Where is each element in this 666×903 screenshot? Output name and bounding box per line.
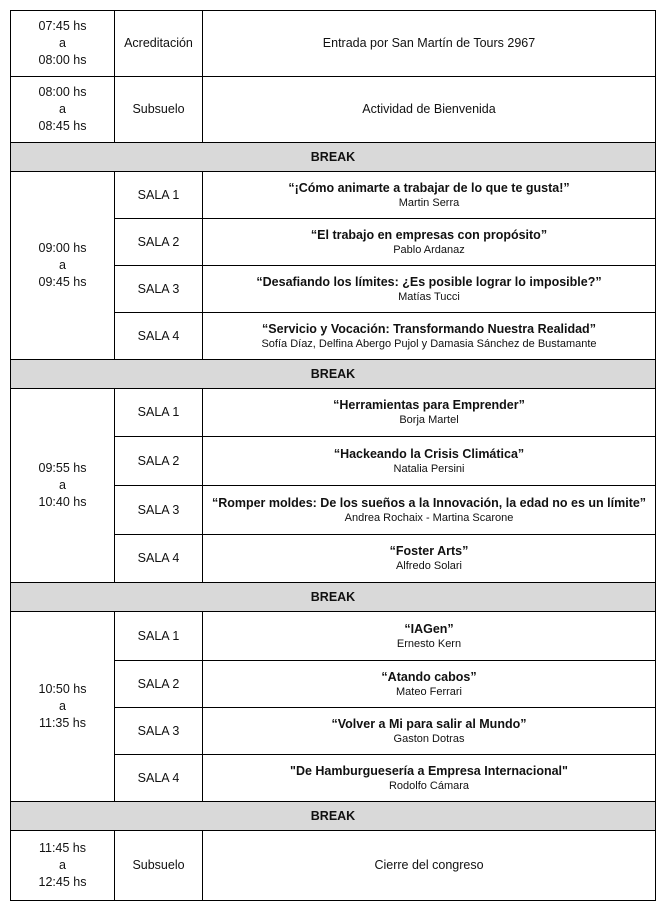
session-row [11, 389, 656, 437]
room-cell: SALA 1 [115, 612, 203, 661]
room-cell: SALA 2 [115, 437, 203, 486]
time-separator: a [59, 102, 66, 116]
talk-speaker: Andrea Rochaix - Martina Scarone [344, 511, 514, 524]
talk-title: “Desafiando los límites: ¿Es posible lograr lo imposible?” [256, 274, 602, 289]
talk-cell [203, 486, 656, 535]
talk-title: “Herramientas para Emprender” [333, 398, 525, 412]
break-row: BREAK [11, 360, 656, 389]
talk-speaker: Natalia Persini [393, 462, 465, 475]
session-row [11, 172, 656, 219]
talk-speaker: Borja Martel [399, 414, 459, 426]
schedule-row-accreditation [11, 11, 656, 77]
talk-cell [203, 437, 656, 486]
room-cell: SALA 3 [115, 486, 203, 535]
talk-cell [203, 661, 656, 708]
talk-title: “Foster Arts” [389, 544, 469, 558]
talk-cell [203, 535, 656, 583]
talk-speaker: Alfredo Solari [395, 560, 463, 572]
room-cell: SALA 4 [115, 313, 203, 360]
time-start: 10:50 hs [38, 682, 87, 696]
talk-title: “Volver a Mi para salir al Mundo” [331, 716, 527, 731]
time-start: 09:00 hs [38, 241, 87, 255]
time-end: 10:40 hs [38, 495, 87, 509]
session-row [11, 612, 656, 661]
activity-cell: Actividad de Bienvenida [203, 77, 656, 143]
talk-speaker: Martin Serra [398, 196, 460, 209]
activity-cell: Entrada por San Martín de Tours 2967 [203, 11, 656, 77]
room-cell: SALA 4 [115, 535, 203, 583]
schedule-row-closing [11, 831, 656, 901]
schedule-table [10, 10, 656, 901]
time-cell [11, 389, 115, 583]
talk-speaker: Sofía Díaz, Delfina Abergo Pujol y Damasia Sánchez de Bustamante [261, 337, 597, 350]
talk-cell [203, 755, 656, 802]
break-row: BREAK [11, 802, 656, 831]
talk-title: “IAGen” [404, 621, 454, 636]
talk-cell [203, 172, 656, 219]
time-end: 09:45 hs [38, 275, 87, 289]
time-cell [11, 831, 115, 901]
talk-cell [203, 266, 656, 313]
time-start: 08:00 hs [38, 85, 87, 99]
talk-speaker: Rodolfo Cámara [388, 779, 470, 792]
time-separator: a [59, 478, 66, 492]
time-cell [11, 11, 115, 77]
talk-title: “¡Cómo animarte a trabajar de lo que te gusta!” [288, 180, 570, 195]
room-cell: SALA 1 [115, 389, 203, 437]
time-cell [11, 172, 115, 360]
room-cell: SALA 2 [115, 219, 203, 266]
time-cell [11, 612, 115, 802]
time-cell [11, 77, 115, 143]
talk-cell [203, 219, 656, 266]
time-separator: a [59, 258, 66, 272]
break-row: BREAK [11, 583, 656, 612]
talk-speaker: Matías Tucci [398, 290, 460, 303]
time-separator: a [59, 858, 66, 872]
time-start: 11:45 hs [38, 841, 87, 855]
time-end: 11:35 hs [38, 716, 87, 730]
time-separator: a [59, 36, 66, 50]
activity-cell: Cierre del congreso [203, 831, 656, 901]
talk-speaker: Pablo Ardanaz [393, 243, 465, 256]
room-cell: Subsuelo [115, 77, 203, 143]
talk-title: “El trabajo en empresas con propósito” [310, 227, 548, 242]
room-cell: SALA 3 [115, 266, 203, 313]
talk-speaker: Gaston Dotras [393, 732, 465, 745]
time-start: 07:45 hs [38, 19, 87, 33]
time-separator: a [59, 699, 66, 713]
time-end: 12:45 hs [38, 875, 87, 889]
talk-speaker: Mateo Ferrari [395, 685, 463, 698]
talk-title: “Romper moldes: De los sueños a la Innovación, la edad no es un límite” [211, 495, 647, 510]
room-cell: Acreditación [115, 11, 203, 77]
talk-title: “Atando cabos” [381, 669, 477, 684]
room-cell: SALA 1 [115, 172, 203, 219]
schedule-row-welcome [11, 77, 656, 143]
talk-title: “Hackeando la Crisis Climática” [333, 446, 525, 461]
talk-cell [203, 708, 656, 755]
break-row: BREAK [11, 143, 656, 172]
time-end: 08:00 hs [38, 53, 87, 67]
talk-cell [203, 313, 656, 360]
room-cell: SALA 2 [115, 661, 203, 708]
talk-cell [203, 612, 656, 661]
room-cell: Subsuelo [115, 831, 203, 901]
talk-cell [203, 389, 656, 437]
room-cell: SALA 3 [115, 708, 203, 755]
room-cell: SALA 4 [115, 755, 203, 802]
talk-speaker: Ernesto Kern [396, 637, 462, 650]
time-end: 08:45 hs [38, 119, 87, 133]
talk-title: “Servicio y Vocación: Transformando Nuestra Realidad” [262, 321, 596, 336]
talk-title: "De Hamburguesería a Empresa Internacional" [290, 763, 568, 778]
time-start: 09:55 hs [38, 461, 87, 475]
